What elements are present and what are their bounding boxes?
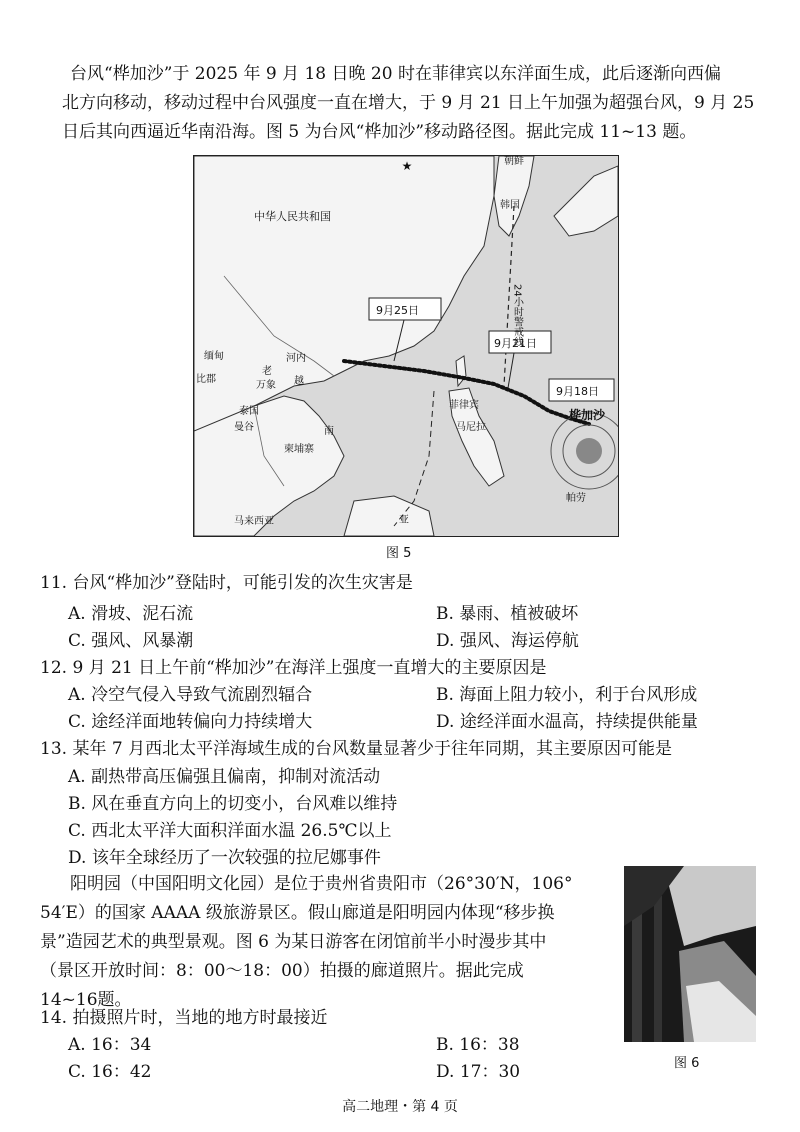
label-hanoi: 河内 bbox=[286, 353, 306, 364]
label-vientiane: 万象 bbox=[256, 380, 276, 391]
label-ya: 亚 bbox=[399, 515, 409, 526]
q14-option-d: D. 17：30 bbox=[436, 1062, 521, 1082]
figure-6-caption: 图 6 bbox=[674, 1056, 700, 1071]
label-sep25: 9月25日 bbox=[376, 304, 419, 317]
label-sep21: 9月21日 bbox=[494, 337, 537, 350]
corridor-photo bbox=[624, 866, 756, 1042]
label-typhoon: 桦加沙 bbox=[569, 408, 606, 422]
map-svg bbox=[194, 156, 618, 536]
label-sep18: 9月18日 bbox=[556, 385, 599, 398]
label-korea: 韩国 bbox=[500, 200, 520, 211]
q11-option-c: C. 强风、风暴潮 bbox=[68, 631, 194, 651]
passage-line: 14~16题。 bbox=[40, 990, 132, 1010]
q12-option-d: D. 途经洋面水温高，持续提供能量 bbox=[436, 712, 698, 732]
intro-line: 台风“桦加沙”于 2025 年 9 月 18 日晚 20 时在菲律宾以东洋面生成，此后逐渐向西偏 bbox=[70, 64, 721, 84]
q11-option-b: B. 暴雨、植被破坏 bbox=[436, 604, 579, 624]
passage-line: 阳明园（中国阳明文化园）是位于贵州省贵阳市（26°30′N，106° bbox=[70, 874, 573, 894]
q13-option-c: C. 西北太平洋大面积洋面水温 26.5℃以上 bbox=[68, 821, 392, 841]
page-footer: 高二地理・第 4 页 bbox=[342, 1099, 458, 1115]
label-cambodia: 柬埔寨 bbox=[284, 444, 314, 455]
label-malaysia: 马来西亚 bbox=[234, 516, 274, 527]
label-manila: 马尼拉 bbox=[456, 422, 486, 433]
label-laos: 老 bbox=[262, 366, 272, 377]
label-bangkok: 曼谷 bbox=[234, 422, 254, 433]
label-thailand: 泰国 bbox=[239, 406, 259, 417]
q11-option-a: A. 滑坡、泥石流 bbox=[68, 604, 194, 624]
passage-line: （景区开放时间：8：00～18：00）拍摄的廊道照片。据此完成 bbox=[40, 961, 524, 981]
question-14-stem: 14. 拍摄照片时，当地的地方时最接近 bbox=[40, 1008, 328, 1028]
q14-option-c: C. 16：42 bbox=[68, 1062, 152, 1082]
figure-5-caption: 图 5 bbox=[386, 546, 412, 561]
label-vietnam: 越 bbox=[294, 376, 304, 387]
label-nanjiang: 比郡 bbox=[196, 374, 216, 385]
question-12-stem: 12. 9 月 21 日上午前“桦加沙”在海洋上强度一直增大的主要原因是 bbox=[40, 658, 547, 678]
q13-option-a: A. 副热带高压偏强且偏南，抑制对流活动 bbox=[68, 767, 381, 787]
label-nan: 南 bbox=[324, 426, 334, 437]
svg-text:★: ★ bbox=[401, 159, 413, 173]
typhoon-track-map bbox=[193, 155, 619, 537]
q12-option-a: A. 冷空气侵入导致气流剧烈辐合 bbox=[68, 685, 313, 705]
q12-option-b: B. 海面上阻力较小，利于台风形成 bbox=[436, 685, 698, 705]
q14-option-b: B. 16：38 bbox=[436, 1035, 520, 1055]
label-dprk: 朝鲜 bbox=[504, 156, 524, 167]
label-myanmar: 缅甸 bbox=[204, 351, 224, 362]
q13-option-b: B. 风在垂直方向上的切变小，台风难以维持 bbox=[68, 794, 398, 814]
label-warning-line: 24小时警戒线 bbox=[511, 284, 523, 347]
passage-2 bbox=[40, 870, 615, 1015]
q13-option-d: D. 该年全球经历了一次较强的拉尼娜事件 bbox=[68, 848, 381, 868]
q12-option-c: C. 途经洋面地转偏向力持续增大 bbox=[68, 712, 313, 732]
label-philippines: 菲律宾 bbox=[449, 400, 479, 411]
q11-option-d: D. 强风、海运停航 bbox=[436, 631, 579, 651]
intro-line: 北方向移动，移动过程中台风强度一直在增大，于 9 月 21 日上午加强为超强台风，9 月 25 bbox=[62, 93, 755, 113]
label-palau: 帕劳 bbox=[566, 493, 586, 504]
passage-line: 54′E）的国家 AAAA 级旅游景区。假山廊道是阳明园内体现“移步换 bbox=[40, 903, 555, 923]
passage-line: 景”造园艺术的典型景观。图 6 为某日游客在闭馆前半小时漫步其中 bbox=[40, 932, 547, 952]
question-13-stem: 13. 某年 7 月西北太平洋海域生成的台风数量显著少于往年同期，其主要原因可能是 bbox=[40, 739, 673, 759]
question-11-stem: 11. 台风“桦加沙”登陆时，可能引发的次生灾害是 bbox=[40, 573, 413, 593]
intro-paragraph bbox=[62, 60, 755, 147]
q14-option-a: A. 16：34 bbox=[68, 1035, 152, 1055]
intro-line: 日后其向西逼近华南沿海。图 5 为台风“桦加沙”移动路径图。据此完成 11~13 题。 bbox=[62, 122, 697, 142]
label-china: 中华人民共和国 bbox=[254, 210, 331, 223]
